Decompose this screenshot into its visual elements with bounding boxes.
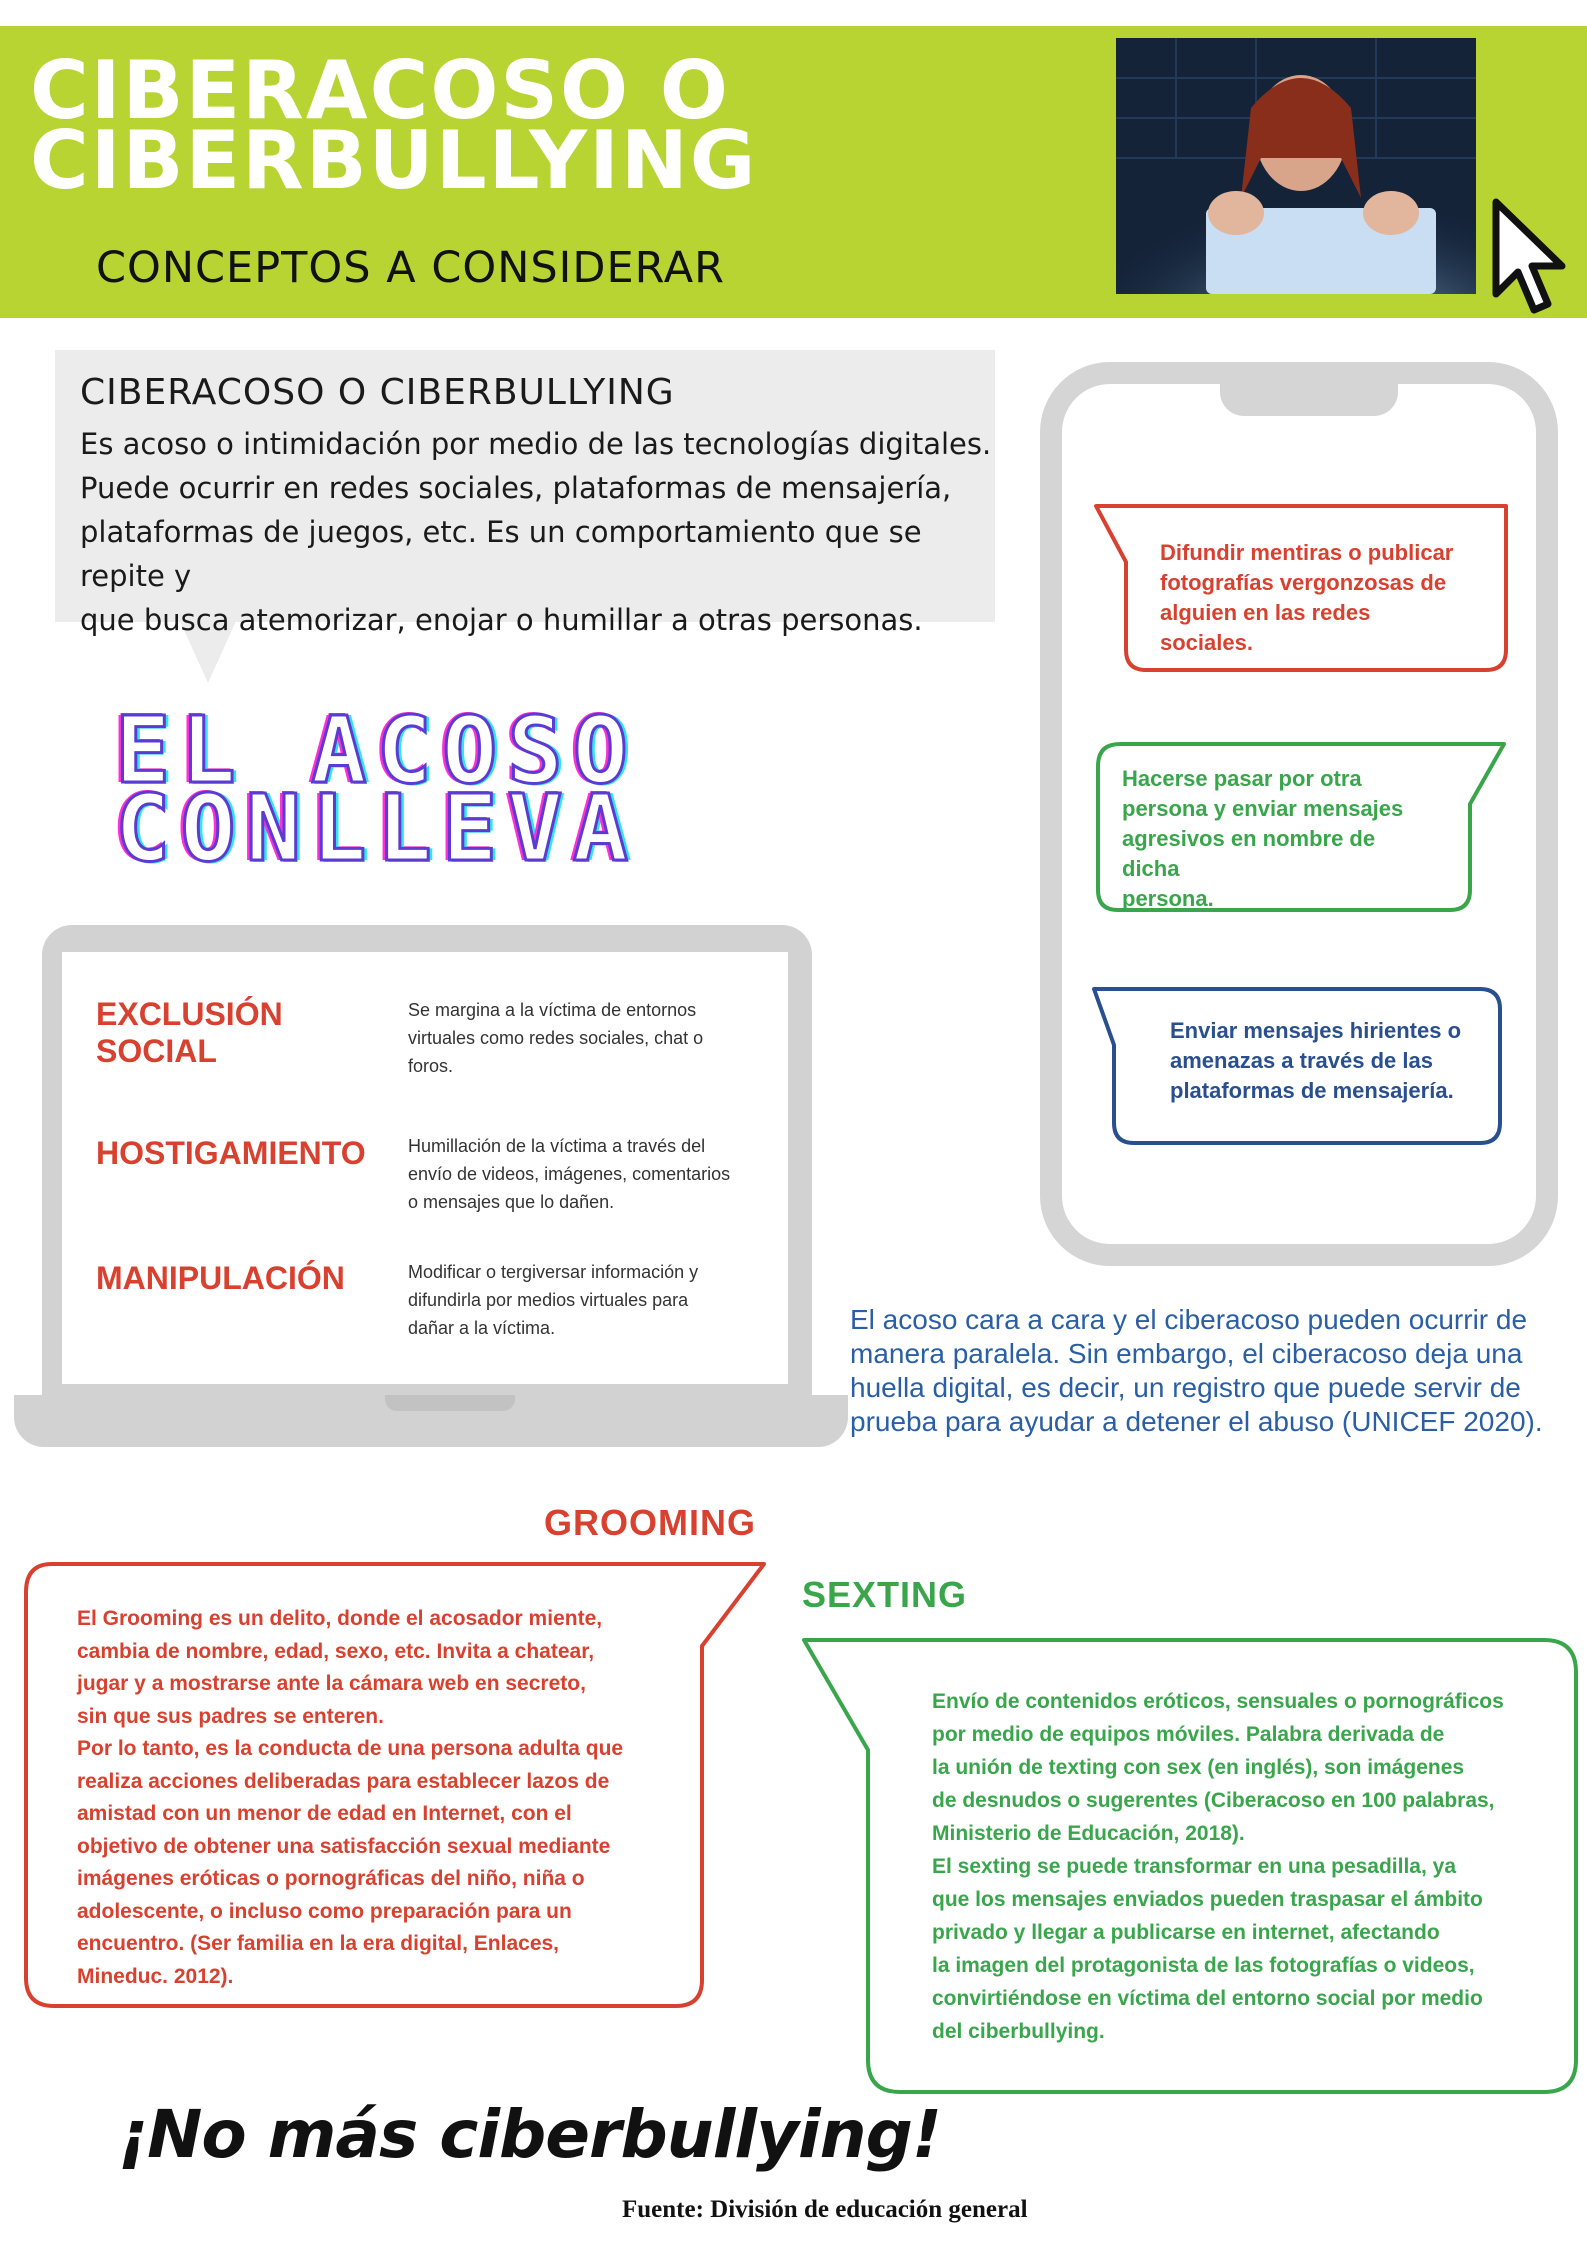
- term-manipulacion: [96, 1260, 345, 1297]
- sexting-text: [932, 1685, 1507, 2048]
- grooming-line: Mineduc. 2012).: [77, 1964, 234, 1988]
- laptop-notch: [385, 1395, 515, 1411]
- definition-title: CIBERACOSO O CIBERBULLYING: [80, 372, 675, 413]
- page-title-line-1: CIBERACOSO O: [30, 44, 730, 137]
- description-line: o mensajes que lo dañen.: [408, 1192, 615, 1212]
- page-subtitle: CONCEPTOS A CONSIDERAR: [96, 243, 726, 293]
- message-line: fotografías vergonzosas de: [1160, 570, 1447, 595]
- message-line: agresivos en nombre de dicha: [1122, 826, 1376, 881]
- message-line: Difundir mentiras o publicar: [1160, 540, 1454, 565]
- term-description: [408, 1258, 748, 1342]
- grooming-text: [77, 1603, 647, 1993]
- acoso-conlleva-heading: [115, 697, 775, 882]
- description-line: foros.: [408, 1056, 454, 1076]
- definition-line: que busca atemorizar, enojar o humillar a otras personas.: [80, 603, 923, 637]
- description-line: virtuales como redes sociales, chat o: [408, 1028, 704, 1048]
- description-line: Humillación de la víctima a través del: [408, 1136, 706, 1156]
- note-line: prueba para ayudar a detener el abuso (UNICEF 2020).: [850, 1406, 1543, 1437]
- phone-message-red: [1160, 538, 1460, 658]
- page-title: [30, 44, 930, 207]
- source-credit: Fuente: División de educación general: [622, 2196, 1028, 2223]
- header-photo: [1116, 38, 1476, 294]
- message-line: persona.: [1122, 886, 1214, 911]
- grooming-line: adolescente, o incluso como preparación para un: [77, 1899, 572, 1923]
- term-hostigamiento: [96, 1135, 366, 1172]
- message-line: alguien en las redes sociales.: [1160, 600, 1371, 655]
- message-line: persona y enviar mensajes: [1122, 796, 1404, 821]
- sexting-line: del ciberbullying.: [932, 2020, 1105, 2043]
- acoso-heading-line-2: CONLLEVA: [115, 775, 639, 882]
- sexting-line: de desnudos o sugerentes (Ciberacoso en 100 palabras,: [932, 1789, 1495, 1812]
- grooming-line: cambia de nombre, edad, sexo, etc. Invita a chatear,: [77, 1639, 595, 1663]
- grooming-line: Por lo tanto, es la conducta de una persona adulta que: [77, 1737, 624, 1760]
- definition-line: plataformas de juegos, etc. Es un comportamiento que se repite y: [80, 515, 922, 593]
- cursor-arrow-icon: [1490, 198, 1570, 323]
- message-line: Enviar mensajes hirientes o: [1170, 1018, 1462, 1043]
- sexting-line: la unión de texting con sex (en inglés), son imágenes: [932, 1756, 1465, 1779]
- phone-message-blue: [1170, 1016, 1480, 1106]
- grooming-line: realiza acciones deliberadas para establecer lazos de: [77, 1769, 610, 1793]
- sexting-line: la imagen del protagonista de las fotografías o videos,: [932, 1954, 1475, 1977]
- phone-message-green: [1122, 764, 1437, 914]
- sexting-title: SEXTING: [802, 1574, 968, 1615]
- grooming-line: encuentro. (Ser familia en la era digital, Enlaces,: [77, 1932, 560, 1955]
- grooming-line: jugar y a mostrarse ante la cámara web en secreto,: [77, 1672, 586, 1695]
- description-line: Se margina a la víctima de entornos: [408, 1000, 697, 1020]
- note-line: huella digital, es decir, un registro que puede servir de: [850, 1372, 1521, 1403]
- message-line: Hacerse pasar por otra: [1122, 766, 1362, 791]
- grooming-line: objetivo de obtener una satisfacción sexual mediante: [77, 1834, 611, 1858]
- page-title-line-2: CIBERBULLYING: [30, 114, 758, 207]
- sexting-line: que los mensajes enviados pueden traspasar el ámbito: [932, 1888, 1483, 1911]
- grooming-title: GROOMING: [544, 1502, 756, 1543]
- message-line: plataformas de mensajería.: [1170, 1078, 1454, 1103]
- phone-notch: [1220, 362, 1398, 416]
- sexting-line: Envío de contenidos eróticos, sensuales o pornográficos: [932, 1690, 1504, 1713]
- term-line: HOSTIGAMIENTO: [96, 1135, 366, 1171]
- term-line: SOCIAL: [96, 1033, 217, 1069]
- definition-text: [80, 422, 1000, 642]
- grooming-line: amistad con un menor de edad en Internet, con el: [77, 1802, 572, 1825]
- sexting-line: privado y llegar a publicarse en internet, afectando: [932, 1921, 1440, 1944]
- sexting-line: por medio de equipos móviles. Palabra derivada de: [932, 1723, 1445, 1746]
- acoso-heading-line-1: EL ACOSO: [115, 697, 639, 804]
- slogan: ¡No más ciberbullying!: [118, 2096, 941, 2173]
- message-line: amenazas a través de las: [1170, 1048, 1433, 1073]
- definition-line: Es acoso o intimidación por medio de las tecnologías digitales.: [80, 427, 992, 461]
- description-line: difundirla por medios virtuales para: [408, 1290, 689, 1310]
- term-exclusion-social: [96, 996, 283, 1070]
- grooming-line: imágenes eróticas o pornográficas del niño, niña o: [77, 1867, 585, 1890]
- unicef-note: [850, 1303, 1580, 1439]
- note-line: manera paralela. Sin embargo, el ciberacoso deja una: [850, 1338, 1523, 1369]
- description-line: Modificar o tergiversar información y: [408, 1262, 699, 1282]
- sexting-line: Ministerio de Educación, 2018).: [932, 1822, 1245, 1845]
- term-description: [408, 1132, 748, 1216]
- sexting-line: El sexting se puede transformar en una pesadilla, ya: [932, 1855, 1457, 1878]
- grooming-line: El Grooming es un delito, donde el acosador miente,: [77, 1607, 603, 1630]
- term-description: [408, 996, 748, 1080]
- note-line: El acoso cara a cara y el ciberacoso pueden ocurrir de: [850, 1304, 1528, 1335]
- term-line: EXCLUSIÓN: [96, 996, 283, 1032]
- grooming-line: sin que sus padres se enteren.: [77, 1704, 384, 1728]
- term-line: MANIPULACIÓN: [96, 1260, 345, 1296]
- description-line: envío de videos, imágenes, comentarios: [408, 1164, 731, 1184]
- sexting-line: convirtiéndose en víctima del entorno social por medio: [932, 1987, 1483, 2010]
- description-line: dañar a la víctima.: [408, 1318, 556, 1338]
- definition-line: Puede ocurrir en redes sociales, plataformas de mensajería,: [80, 471, 952, 505]
